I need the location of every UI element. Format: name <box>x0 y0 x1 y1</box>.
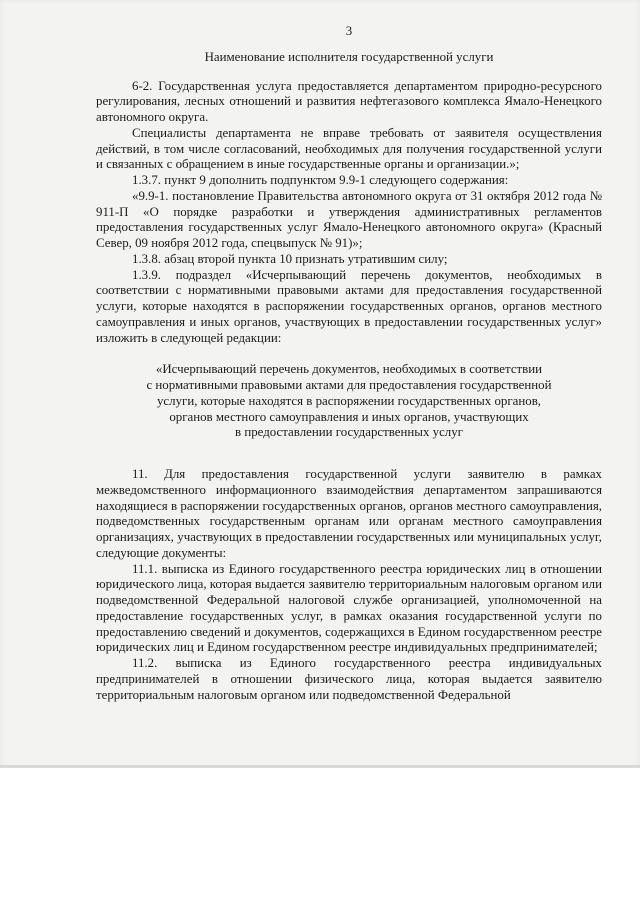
paragraph-6-2: 6-2. Государственная услуга предоставляется департаментом природно-ресурсного регулирования, лесных отношений и развития нефтегазового комплекса Ямало-Ненецкого автономного округа. <box>96 78 602 124</box>
paragraph-1-3-7: 1.3.7. пункт 9 дополнить подпунктом 9.9-1 следующего содержания: <box>132 173 509 187</box>
paragraph-11-2: 11.2. выписка из Единого государственного реестра индивидуальных предпринимателей в отношении физического лица, которая выдается заявителю территориальным налоговым органом или подведомственной Федеральной <box>96 656 602 702</box>
paragraph-11: 11. Для предоставления государственной услуги заявителю в рамках межведомственного информационного взаимодействия департаментом запрашиваются находящиеся в распоряжении государственных органов, органов местного самоуправления, подведомственных государственным органам или органам местного самоуправления организациях, участвующих в предоставлении государственных или муниципальных услуг, следующие документы: <box>96 467 602 560</box>
page-number: 3 <box>345 24 353 38</box>
subsection-heading-line: услуги, которые находятся в распоряжении государственных органов, <box>156 393 542 408</box>
document-body <box>96 24 602 703</box>
section-title: Наименование исполнителя государственной услуги <box>204 49 494 64</box>
subsection-heading-line: в предоставлении государственных услуг <box>235 425 463 440</box>
subsection-heading <box>104 362 594 441</box>
paragraph-1-3-8: 1.3.8. абзац второй пункта 10 признать утратившим силу; <box>132 251 448 266</box>
subsection-heading-line: «Исчерпывающий перечень документов, необходимых в соответствии <box>155 362 543 377</box>
paragraph-9-9-1: «9.9-1. постановление Правительства автономного округа от 31 октября 2012 года № 911-П «О порядке разработки и утверждения административных регламентов предоставления государственных услуг Ямало-Ненецкого автономного округа» (Красный Север, 09 ноября 2012 года, спецвыпуск № 91)»; <box>96 188 602 250</box>
subsection-heading-line: с нормативными правовыми актами для предоставления государственной <box>146 378 552 392</box>
paragraph-specialists: Специалисты департамента не вправе требовать от заявителя осуществления действий, в том числе согласований, необходимых для получения государственной услуги и связанных с обращением в иные государственные органы и организации.»; <box>96 125 602 172</box>
paragraph-1-3-9: 1.3.9. подраздел «Исчерпывающий перечень документов, необходимых в соответствии с нормативными правовыми актами для предоставления государственной услуги, которые находятся в распоряжении государственных органов, органов местного самоуправления и иных органов, участвующих в предоставлении государственных услуг» изложить в следующей редакции: <box>96 267 602 345</box>
paragraph-11-1: 11.1. выписка из Единого государственного реестра юридических лиц в отношении юридического лица, которая выдается заявителю территориальным налоговым органом или подведомственной Федеральной налоговой службе организацией, уполномоченной на предоставление государственных услуг, в рамках оказания государственной услуги по предоставлению сведений и документов, содержащихся в Едином государственном реестре юридических лиц и Едином государственном реестре индивидуальных предпринимателей; <box>96 561 602 655</box>
subsection-heading-line: органов местного самоуправления и иных органов, участвующих <box>169 409 529 424</box>
